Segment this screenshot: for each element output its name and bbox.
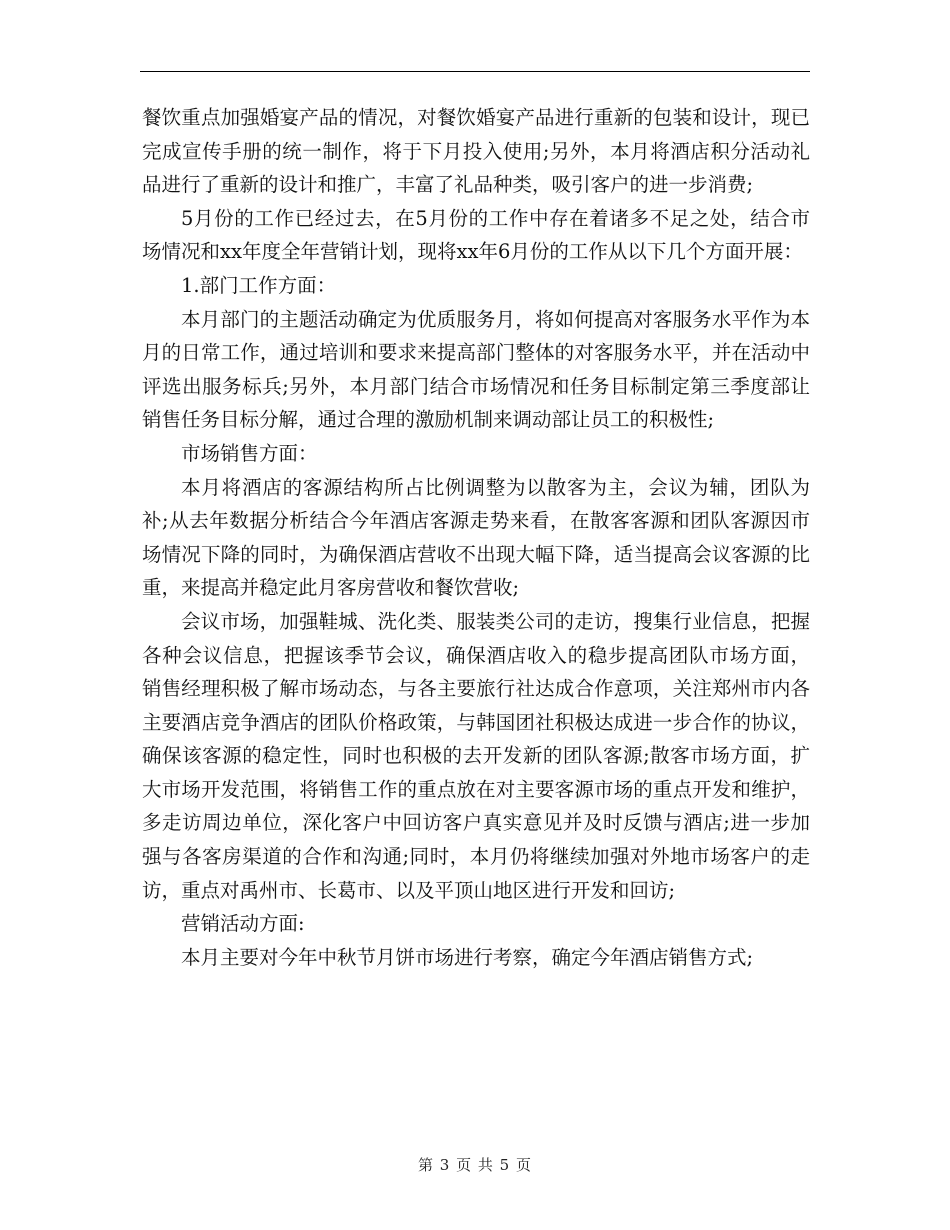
section-heading-marketing-activities: 营销活动方面: (181, 912, 305, 936)
paragraph-9: 本月主要对今年中秋节月饼市场进行考察，确定今年酒店销售方式; (181, 945, 754, 969)
paragraph-7: 会议市场，加强鞋城、洗化类、服装类公司的走访，搜集行业信息，把握各种会议信息，把握该季节会议，确保酒店收入的稳步提高团队市场方面， 销售经理积极了解市场动态，与各主要旅行社达成合作意项，关注郑州市内各主要酒店竞争酒店的团队价格政策，与韩国团社积极达成进一步合作的协议，确保该客源的稳定性，同时也积极的去开发新的团队客源;散客市场方面，扩大市场开发范围，将销售工作的重点放在对主要客源市场的重点开发和维护，多走访周边单位，深化客户中回访客户真实意见并及时反馈与酒店;进一步加强与各客房渠道的合作和沟通;同时，本月仍将继续加强对外地市场客户的走访，重点对禹州市、长葛市、以及平顶山地区进行开发和回访; (142, 609, 810, 902)
header-rule (140, 71, 810, 72)
section-heading-department: 1.部门工作方面： (181, 273, 337, 297)
paragraph-2: 5月份的工作已经过去，在5月份的工作中存在着诸多不足之处，结合市场情况和xx年度全年营销计划，现将xx年6月份的工作从以下几个方面开展： (142, 206, 810, 264)
paragraph-1: 餐饮重点加强婚宴产品的情况，对餐饮婚宴产品进行重新的包装和设计，现已完成宣传手册的统一制作，将于下月投入使用;另外，本月将酒店积分活动礼品进行了重新的设计和推广，丰富了礼品种类，吸引客户的进一步消费; (142, 106, 810, 197)
document-body (142, 101, 810, 974)
paragraph-6: 本月将酒店的客源结构所占比例调整为以散客为主，会议为辅，团队为补;从去年数据分析结合今年酒店客源走势来看，在散客客源和团队客源因市场情况下降的同时，为确保酒店营收不出现大幅下降，适当提高会议客源的比重，来提高并稳定此月客房营收和餐饮营收; (142, 475, 810, 600)
section-heading-market-sales: 市场销售方面： (181, 441, 318, 465)
paragraph-4: 本月部门的主题活动确定为优质服务月，将如何提高对客服务水平作为本月的日常工作，通过培训和要求来提高部门整体的对客服务水平，并在活动中评选出服务标兵;另外，本月部门结合市场情况和任务目标制定第三季度部让销售任务目标分解，通过合理的激励机制来调动部让员工的积极性; (142, 307, 810, 432)
page-number-footer: 第 3 页 共 5 页 (418, 1156, 532, 1174)
